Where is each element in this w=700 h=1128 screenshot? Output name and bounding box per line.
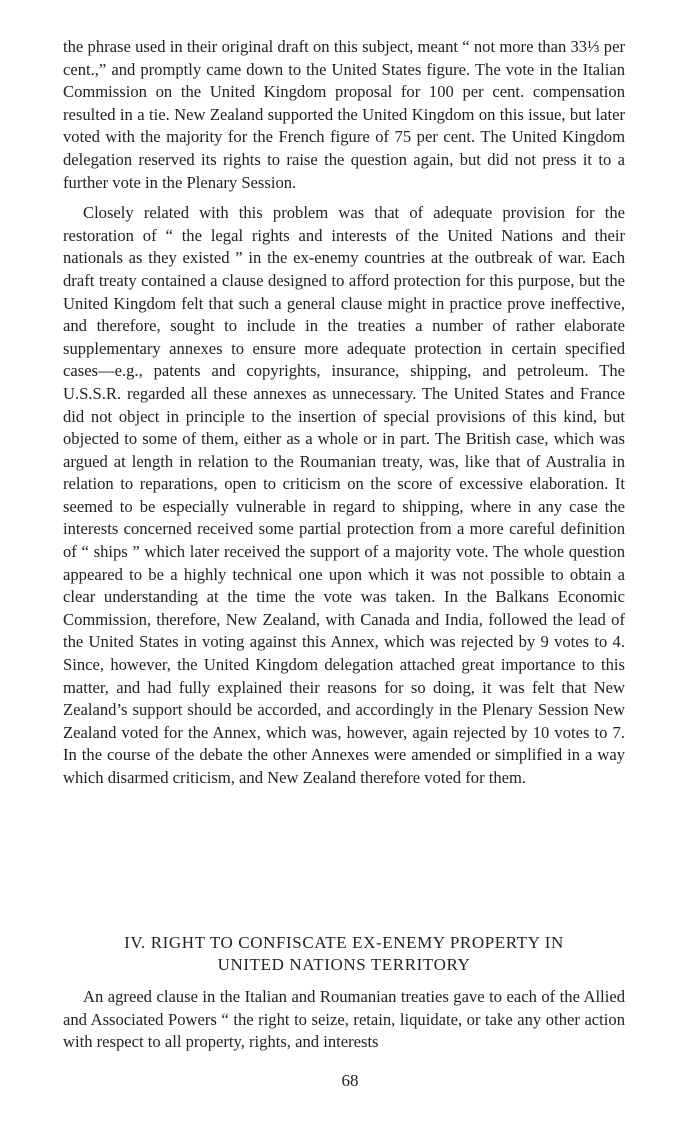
section-heading-line-2: UNITED NATIONS TERRITORY	[217, 955, 471, 974]
section-heading	[63, 932, 625, 976]
paragraph-confiscation: An agreed clause in the Italian and Roumanian treaties gave to each of the Allied and Associated Powers “ the right to seize, retain, liquidate, or take any other action with respect to all property, rights, and interests	[63, 987, 625, 1052]
page-number: 68	[341, 1071, 359, 1090]
paragraph-legal-rights: Closely related with this problem was that of adequate provision for the restoration of “ the legal rights and interests of the United Nations and their nationals as they existed ” in the ex-enemy countries at the outbreak of war. Each draft treaty contained a clause designed to afford protection for this purpose, but the United Kingdom felt that such a general clause might in practice prove ineffective, and therefore, sought to include in the treaties a number of rather elaborate supplementary annexes to ensure more adequate protection in certain specified cases—e.g., patents and copyrights, insurance, shipping, and petroleum. The U.S.S.R. regarded all these annexes as unnecessary. The United States and France did not object in principle to the insertion of special provisions of this kind, but objected to some of them, either as a whole or in part. The British case, which was argued at length in relation to the Roumanian treaty, was, like that of Australia in relation to reparations, open to criticism on the score of excessive elaboration. It seemed to be especially vulnerable in regard to shipping, where in any case the interests concerned received some partial protection from a more careful definition of “ ships ” which later received the support of a majority vote. The whole question appeared to be a highly technical one upon which it was not possible to obtain a clear understanding at the time the vote was taken. In the Balkans Economic Commission, therefore, New Zealand, with Canada and India, followed the lead of the United States in voting against this Annex, which was rejected by 9 votes to 4. Since, however, the United Kingdom delegation attached great importance to this matter, and had fully explained their reasons for so doing, it was felt that New Zealand’s support should be accorded, and accordingly in the Plenary Session New Zealand voted for the Annex, which was, however, again rejected by 10 votes to 7. In the course of the debate the other Annexes were amended or simplified in a way which disarmed criticism, and New Zealand therefore voted for them.	[63, 203, 625, 787]
section-body	[63, 986, 625, 1054]
page-body	[63, 36, 625, 790]
paragraph-continued: the phrase used in their original draft on this subject, meant “ not more than 33⅓ per cent.,” and promptly came down to the United States figure. The vote in the Italian Commission on the United Kingdom proposal for 100 per cent. compensation resulted in a tie. New Zealand supported the United Kingdom on this issue, but later voted with the majority for the French figure of 75 per cent. The United Kingdom delegation reserved its rights to raise the question again, but did not press it to a further vote in the Plenary Session.	[63, 37, 625, 192]
section-heading-line-1: IV. RIGHT TO CONFISCATE EX-ENEMY PROPERTY IN	[124, 933, 564, 952]
